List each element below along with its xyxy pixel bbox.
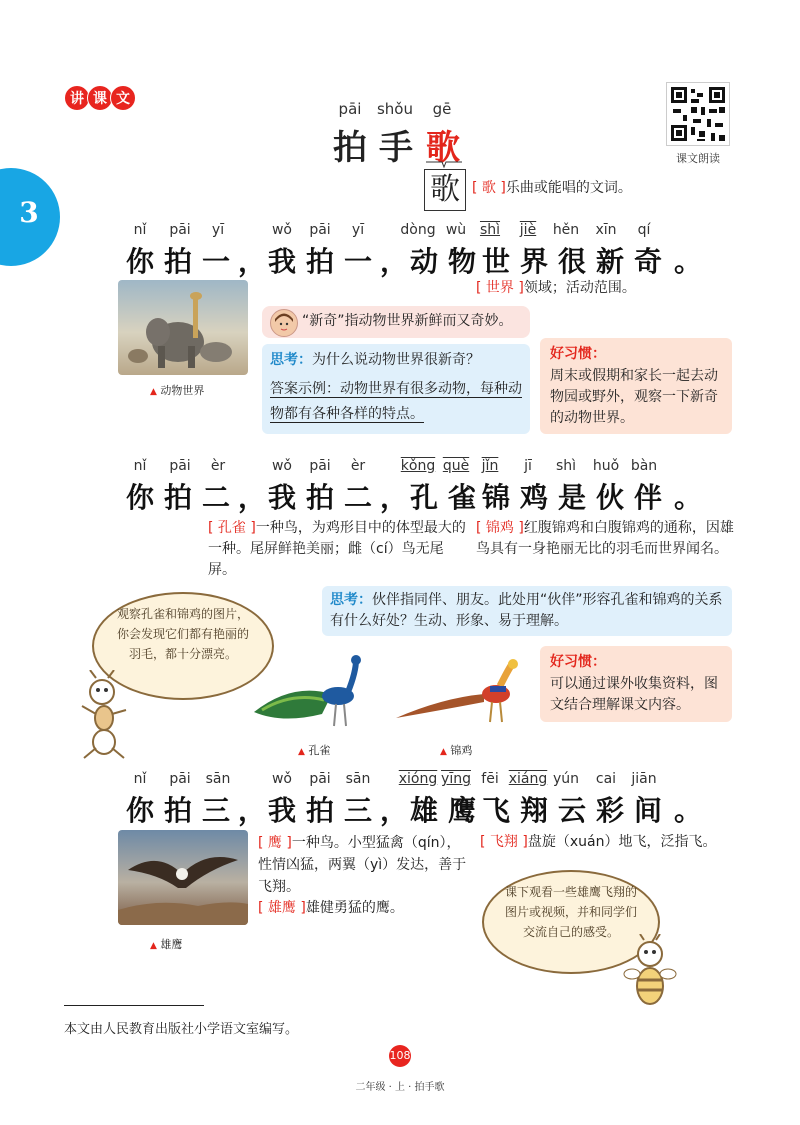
caption-eagle: [150, 936, 182, 952]
habit-text: 周末或假期和家长一起去动物园或野外，观察一下新奇的动物世界。: [550, 368, 718, 426]
habit-box: [540, 338, 732, 434]
lesson-number: 3: [19, 196, 39, 229]
badge-char: 讲: [64, 85, 90, 111]
title-pinyin: gē: [432, 100, 452, 118]
verse-char: 我: [267, 794, 296, 827]
verse-char: 奇: [633, 245, 662, 278]
glossary-text: 一种鸟，为鸡形目中的体型最大的一种。尾屏鲜艳美丽；雌（cí）鸟无尾屏。: [208, 520, 466, 578]
footnote-divider: [64, 1005, 204, 1006]
badge-char: 课: [87, 85, 113, 111]
caption-text: 动物世界: [160, 384, 205, 397]
verse-char: 拍: [163, 794, 192, 827]
badge-char: 文: [110, 85, 136, 111]
verse-char: 物: [447, 245, 476, 278]
title-pinyin: pāi: [338, 100, 362, 118]
eagle-photo: [118, 830, 248, 925]
qr-label: 课文朗读: [676, 152, 720, 165]
pinyin-syllable: jī: [524, 458, 532, 474]
verse-char: 伙: [595, 481, 624, 514]
verse-char: 是: [557, 481, 586, 514]
verse-char: 你: [125, 481, 154, 514]
think-text: 伙伴指同伴、朋友。此处用“伙伴”形容孔雀和锦鸡的关系有什么好处？生动、形象、易于理解。: [330, 592, 723, 629]
pinyin-syllable: xīn: [595, 222, 617, 238]
pinyin-syllable: huǒ: [592, 458, 620, 474]
triangle-icon: ▲: [298, 747, 305, 757]
habit-text: 可以通过课外收集资料，图文结合理解课文内容。: [550, 676, 718, 713]
pinyin-syllable: yī: [351, 222, 365, 238]
running-footer: 二年级 · 上 · 拍手歌: [355, 1082, 445, 1093]
verse-char: 。: [673, 245, 702, 278]
caption-peacock: [298, 742, 330, 758]
think-box: [262, 344, 530, 434]
glossary-tag: [ 锦鸡 ]: [476, 520, 524, 536]
animal-world-photo: [118, 280, 248, 375]
habit-label: 好习惯：: [550, 654, 606, 670]
verse-char: 一: [201, 245, 230, 278]
glossary-tag: [ 孔雀 ]: [208, 520, 256, 536]
title-char-highlight: 歌: [426, 128, 460, 168]
glossary-tag: [ 歌 ]: [472, 180, 506, 196]
glossary-tag: [ 飞翔 ]: [480, 834, 528, 850]
verse-char: 拍: [163, 481, 192, 514]
verse-char: 二: [201, 481, 230, 514]
glossary-text: 雄健勇猛的鹰。: [305, 900, 404, 916]
verse-char: 拍: [305, 794, 334, 827]
verse-char-highlight: 鹰: [447, 794, 476, 827]
glossary-tag: [ 鹰 ]: [258, 835, 292, 851]
verse-char-highlight: 雀: [447, 481, 476, 514]
pinyin-syllable: bàn: [630, 458, 658, 474]
glossary-tag: [ 世界 ]: [476, 280, 524, 296]
glossary-xiongying: [258, 898, 472, 919]
glossary-text: 领域；活动范围。: [523, 280, 636, 296]
caption-pheasant: [440, 742, 472, 758]
verse-char: 三: [343, 794, 372, 827]
caption-animal-world: [150, 382, 204, 398]
verse-char: ，: [379, 481, 408, 514]
answer-text: 答案示例：动物世界有很多动物，每种动物都有各种各样的特点。: [270, 381, 522, 422]
verse-char: ，: [379, 794, 408, 827]
pinyin-syllable: pāi: [309, 771, 331, 787]
pinyin-syllable: yīng: [441, 771, 471, 787]
verse-char: ，: [237, 794, 266, 827]
pinyin-syllable: pāi: [169, 458, 191, 474]
verse-char: ，: [237, 245, 266, 278]
verse-char: 飞: [481, 794, 510, 827]
pinyin-syllable: cai: [595, 771, 617, 787]
pinyin-syllable: pāi: [169, 771, 191, 787]
footnote: 本文由人民教育出版社小学语文室编写。: [64, 1022, 299, 1037]
pinyin-syllable: wǒ: [271, 771, 292, 787]
ant-cartoon: [74, 670, 134, 760]
pinyin-syllable: sān: [345, 771, 371, 787]
glossary-kongque: [208, 518, 470, 581]
verse-char-highlight: 世: [481, 245, 510, 278]
glossary-ying: [258, 832, 472, 898]
pinyin-syllable: sān: [205, 771, 231, 787]
peacock-image: [252, 652, 382, 732]
pinyin-syllable: jiè: [519, 222, 537, 238]
glossary-tag: [ 雄鹰 ]: [258, 900, 306, 916]
pinyin-syllable: dòng: [400, 222, 436, 238]
triangle-icon: ▲: [440, 747, 447, 757]
verse-char: 你: [125, 245, 154, 278]
pinyin-syllable: nǐ: [133, 222, 147, 238]
thought-text: 观察孔雀和锦鸡的图片，你会发现它们都有艳丽的羽毛，都十分漂亮。: [116, 607, 249, 661]
pinyin-syllable: fēi: [481, 771, 499, 787]
title-char: 手: [379, 128, 413, 168]
triangle-icon: ▲: [150, 941, 157, 951]
think-label: 思考：: [330, 592, 372, 608]
glossary-ge: [472, 178, 632, 199]
title-char: 拍: [333, 128, 367, 168]
pinyin-syllable: pāi: [309, 222, 331, 238]
verse-char-highlight: 界: [519, 245, 548, 278]
verse-char: 我: [267, 245, 296, 278]
verse-char: 伴: [633, 481, 662, 514]
verse-char: 拍: [305, 245, 334, 278]
pinyin-syllable: xióng: [398, 771, 438, 787]
pinyin-syllable: xiáng: [508, 771, 548, 787]
teacher-avatar: [270, 309, 298, 337]
pinyin-syllable: nǐ: [133, 458, 147, 474]
glossary-char-box: 歌: [424, 169, 466, 211]
verse-char-highlight: 孔: [409, 481, 438, 514]
glossary-text: 盘旋（xuán）地飞，泛指飞。: [527, 834, 717, 850]
verse-char: 我: [267, 481, 296, 514]
pinyin-syllable: èr: [210, 458, 226, 474]
verse-char: 云: [557, 794, 586, 827]
glossary-text: 红腹锦鸡和白腹锦鸡的通称，因雄鸟具有一身艳丽无比的羽毛而世界闻名。: [476, 520, 734, 557]
title-pinyin: shǒu: [376, 100, 413, 118]
pinyin-syllable: wǒ: [271, 222, 292, 238]
caption-text: 雄鹰: [160, 938, 183, 951]
golden-pheasant-image: [392, 658, 532, 728]
pinyin-syllable: nǐ: [133, 771, 147, 787]
qr-code-icon[interactable]: [666, 82, 730, 146]
pinyin-syllable: shì: [555, 458, 577, 474]
thought-text: 课下观看一些雄鹰飞翔的图片或视频，并和同学们交流自己的感受。: [504, 885, 637, 939]
verse-char: 你: [125, 794, 154, 827]
bee-cartoon: [622, 934, 678, 1016]
verse-char: 间: [633, 794, 662, 827]
pinyin-syllable: jǐn: [481, 458, 499, 474]
verse-char: 一: [343, 245, 372, 278]
glossary-feixiang: [480, 832, 734, 853]
section-badge: [64, 85, 133, 109]
glossary-shijie: [476, 278, 636, 299]
verse-char: 彩: [595, 794, 624, 827]
verse-char: 。: [673, 794, 702, 827]
habit-label: 好习惯：: [550, 346, 606, 362]
verse-char-highlight: 翔: [519, 794, 548, 827]
think-question: 为什么说动物世界很新奇？: [312, 352, 480, 368]
verse-char-highlight: 锦: [481, 481, 510, 514]
verse-char: 新: [595, 245, 624, 278]
pinyin-syllable: èr: [350, 458, 366, 474]
pinyin-syllable: pāi: [169, 222, 191, 238]
triangle-icon: ▲: [150, 387, 157, 397]
pinyin-syllable: wǒ: [271, 458, 292, 474]
comment-text: “新奇”指动物世界新鲜而又奇妙。: [302, 313, 513, 329]
pinyin-syllable: pāi: [309, 458, 331, 474]
pinyin-syllable: kǒng: [400, 458, 436, 474]
caption-text: 孔雀: [308, 744, 331, 757]
think-label: 思考：: [270, 352, 312, 368]
verse-char: ，: [237, 481, 266, 514]
pinyin-syllable: shì: [479, 222, 501, 238]
caption-text: 锦鸡: [450, 744, 473, 757]
page-number: 108: [389, 1045, 411, 1067]
glossary-text: 乐曲或能唱的文词。: [505, 180, 632, 196]
pinyin-syllable: yún: [552, 771, 580, 787]
pinyin-syllable: qí: [637, 222, 651, 238]
verse-char: 动: [409, 245, 438, 278]
glossary-text: 一种鸟。小型猛禽（qín），性情凶猛，两翼（yì）发达，善于飞翔。: [258, 835, 467, 895]
verse-char: 拍: [305, 481, 334, 514]
verse-char: 很: [557, 245, 586, 278]
pinyin-syllable: què: [442, 458, 470, 474]
pinyin-syllable: yī: [211, 222, 225, 238]
verse-char: 鸡: [519, 481, 548, 514]
comment-bubble: [262, 306, 530, 338]
pinyin-syllable: jiān: [631, 771, 657, 787]
verse-char: ，: [379, 245, 408, 278]
glossary-jinji: [476, 518, 736, 560]
verse-char: 二: [343, 481, 372, 514]
verse-char-highlight: 雄: [409, 794, 438, 827]
habit-box-2: [540, 646, 732, 722]
think-box-2: [322, 586, 732, 636]
pinyin-syllable: hěn: [552, 222, 580, 238]
verse-char: 。: [673, 481, 702, 514]
pinyin-syllable: wù: [445, 222, 467, 238]
verse-char: 三: [201, 794, 230, 827]
verse-char: 拍: [163, 245, 192, 278]
